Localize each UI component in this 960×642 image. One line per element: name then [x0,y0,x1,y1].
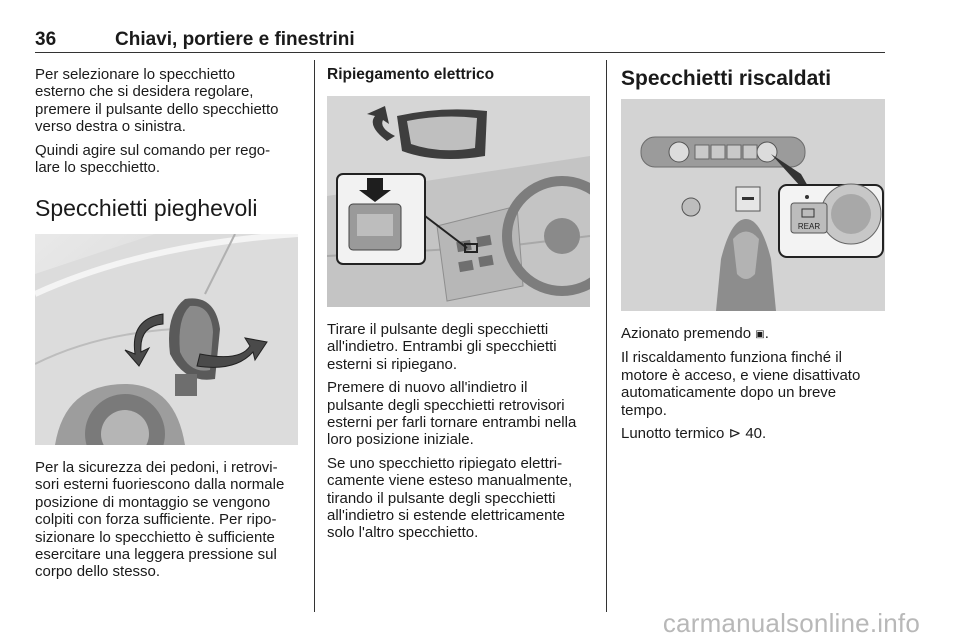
unfold-instruction-paragraph [327,379,595,449]
watermark: carmanualsonline.info [662,608,920,638]
intro-paragraph-1 [35,66,303,136]
text-line: esterno che si desidera regolare, [35,83,254,101]
heating-duration-paragraph [621,349,889,419]
text-line: colpiti con forza sufficiente. Per ripo- [35,511,277,529]
page-reference-link[interactable]: 40. [745,425,767,443]
rear-heater-symbol-icon: ▣ [755,329,765,340]
text-line: tempo. [621,401,667,419]
text-line: Per selezionare lo specchietto [35,66,236,83]
section-heading-heated-mirrors: Specchietti riscaldati [621,67,832,90]
section-heading-folding-mirrors: Specchietti pieghevoli [35,195,258,222]
intro-paragraph-2 [35,142,303,177]
text-line: sizionare lo specchietto è sufficiente [35,528,275,546]
text-line: pulsante degli specchietti retrovisori [327,396,565,414]
text-line: esterni si ripiegano. [327,355,458,373]
column-2-body [327,321,595,548]
text-line: premere il pulsante dello specchietto [35,100,279,118]
column-3-body [621,325,889,448]
page-header [35,29,885,51]
page-number: 36 [35,29,57,50]
pedestrian-safety-paragraph [35,459,303,581]
text-line: all'indietro si estende elettricamente [327,507,565,525]
text-line: esterni per farli tornare entrambi nella [327,414,577,432]
chapter-title: Chiavi, portiere e finestrini [115,29,355,50]
rear-window-reference [621,425,889,442]
text-line: Lunotto termico [621,425,725,443]
manual-extend-paragraph [327,455,595,542]
text-line: sori esterni fuoriescono dalla normale [35,476,285,494]
column-1-body [35,459,303,587]
text-line: all'indietro. Entrambi gli specchietti [327,338,557,356]
section-heading-electric-folding: Ripiegamento elettrico [327,66,495,83]
text-line: tirando il pulsante degli specchietti [327,489,556,507]
figure-heated-mirrors [621,99,885,311]
text-line: Se uno specchietto ripiegato elettri- [327,454,563,472]
activation-paragraph [621,325,889,343]
text-line: automaticamente dopo un breve [621,384,837,402]
column-divider-1 [314,60,315,612]
text-line: Quindi agire sul comando per rego- [35,141,271,159]
page-reference-arrow-icon: ⊳ [728,425,742,443]
text-line: solo l'altro specchietto. [327,524,479,542]
figure-electric-folding [327,96,590,307]
fold-instruction-paragraph [327,321,595,373]
column-1 [35,66,303,222]
header-rule [35,52,885,53]
text-line: camente viene esteso manualmente, [327,472,573,490]
text-line: corpo dello stesso. [35,563,161,581]
column-3 [621,66,889,92]
column-2 [327,66,595,84]
text-line: motore è acceso, e viene disattivato [621,366,861,384]
rear-button-label: REAR [797,222,821,231]
figure-folding-mirror [35,234,298,445]
text-line: esercitare una leggera pressione sul [35,546,277,564]
text-line: Il riscaldamento funziona finché il [621,349,842,367]
text-line: lare lo specchietto. [35,159,161,177]
text-line: Azionato premendo [621,325,752,342]
text-line: Premere di nuovo all'indietro il [327,379,528,397]
text-line: verso destra o sinistra. [35,118,186,136]
text-line: Tirare il pulsante degli specchietti [327,321,549,338]
text-line: Per la sicurezza dei pedoni, i retrovi- [35,459,278,476]
text-line: posizione di montaggio se vengono [35,493,271,511]
console-illustration [621,99,885,311]
text-line: loro posizione iniziale. [327,431,474,449]
door-switch-illustration [327,96,590,307]
period: . [764,325,769,342]
column-divider-2 [606,60,607,612]
mirror-fold-illustration [35,234,298,445]
